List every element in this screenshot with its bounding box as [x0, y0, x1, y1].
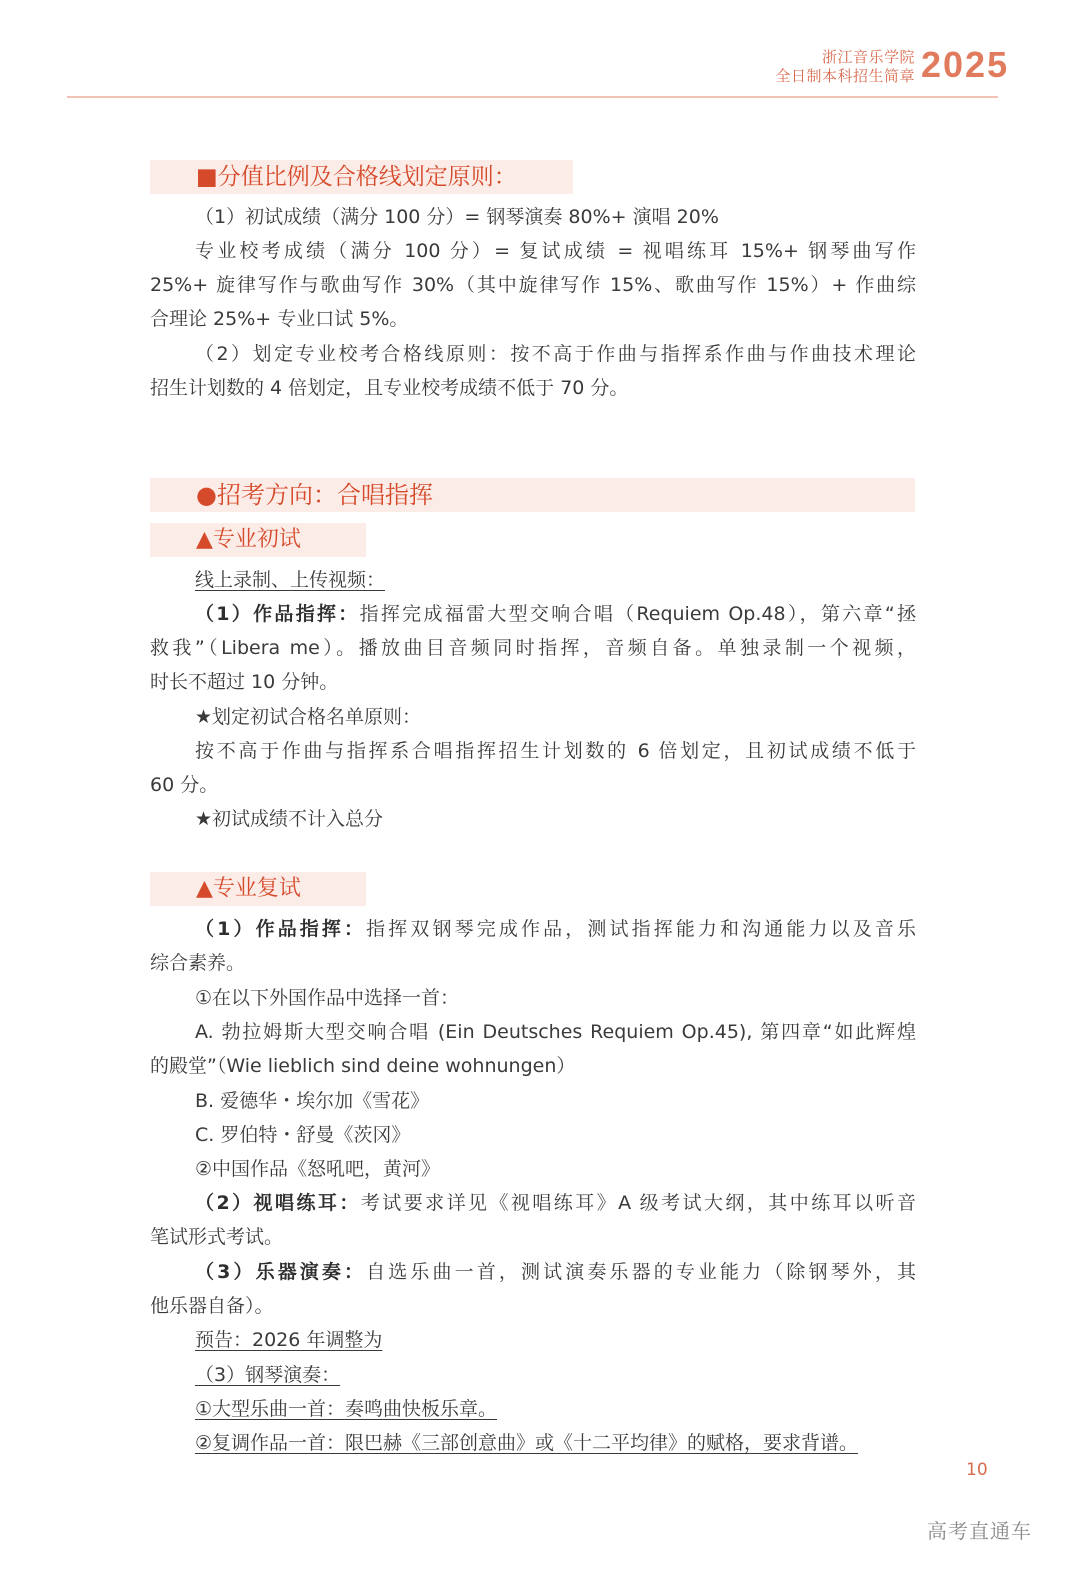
initial-rule-title: ★划定初试合格名单原则：: [195, 706, 422, 728]
header-titles: [775, 48, 915, 86]
notice-piano-sub1: ①大型乐曲一首：奏鸣曲快板乐章。: [195, 1398, 498, 1420]
header-year: 2025: [921, 44, 1010, 85]
initial-item1-label: （1）作品指挥：: [195, 603, 360, 625]
retest-item2-line2: 笔试形式考试。: [150, 1226, 284, 1248]
initial-item1-line2: 救我”（Libera me）。播放曲目音频同时指挥，音频自备。单独录制一个视频，: [150, 637, 916, 659]
initial-item1-line1: （1）作品指挥：指挥完成福雷大型交响合唱（Requiem Op.48），第六章“拯: [195, 603, 916, 625]
retest-option-c: C. 罗伯特・舒曼《茨冈》: [195, 1124, 411, 1146]
initial-exam-band: [150, 523, 366, 557]
initial-rule-line1: 按不高于作曲与指挥系合唱指挥招生计划数的 6 倍划定，且初试成绩不低于: [195, 740, 916, 762]
retest-option-a-line2: 的殿堂”（Wie lieblich sind deine wohnungen）: [150, 1055, 576, 1077]
watermark: 高考直通车: [927, 1519, 1032, 1543]
school-name: 浙江音乐学院: [821, 48, 915, 66]
retest-band: [150, 872, 366, 906]
retest-chinese-work: ②中国作品《怒吼吧，黄河》: [195, 1158, 441, 1180]
score-line-5: （2）划定专业校考合格线原则：按不高于作曲与指挥系作曲与作曲技术理论: [195, 343, 916, 365]
initial-exam-title: ▲专业初试: [196, 527, 301, 552]
score-line-6: 招生计划数的 4 倍划定，且专业校考成绩不低于 70 分。: [150, 377, 629, 399]
retest-option-a-line1: A. 勃拉姆斯大型交响合唱 (Ein Deutsches Requiem Op.45), 第四章“如此辉煌: [195, 1021, 916, 1043]
initial-rule-line2: 60 分。: [150, 774, 219, 796]
retest-item1-label: （1）作品指挥：: [195, 918, 367, 940]
page-header: [0, 0, 1080, 100]
initial-score-note: ★初试成绩不计入总分: [195, 808, 384, 830]
retest-option-b: B. 爱德华・埃尔加《雪花》: [195, 1090, 430, 1112]
score-line-2: 专业校考成绩（满分 100 分）= 复试成绩 = 视唱练耳 15%+ 钢琴曲写作: [195, 240, 916, 262]
initial-item1-line3: 时长不超过 10 分钟。: [150, 671, 339, 693]
score-line-4: 合理论 25%+ 专业口试 5%。: [150, 308, 409, 330]
page-number: 10: [966, 1460, 988, 1480]
direction-title: ●招考方向：合唱指挥: [196, 481, 433, 509]
score-line-1: （1）初试成绩（满分 100 分）= 钢琴演奏 80%+ 演唱 20%: [195, 206, 719, 228]
header-divider: [67, 96, 998, 98]
retest-title: ▲专业复试: [196, 876, 301, 901]
notice-2026: 预告：2026 年调整为: [195, 1329, 383, 1351]
retest-item3-label: （3）乐器演奏：: [195, 1261, 367, 1283]
retest-choose-foreign: ①在以下外国作品中选择一首：: [195, 987, 460, 1009]
retest-item2-line1: （2）视唱练耳：考试要求详见《视唱练耳》A 级考试大纲，其中练耳以听音: [195, 1192, 916, 1214]
section-score-title: ■分值比例及合格线划定原则：: [196, 164, 517, 190]
notice-piano-sub2: ②复调作品一首：限巴赫《三部创意曲》或《十二平均律》的赋格，要求背谱。: [195, 1432, 859, 1454]
retest-item3-line2: 他乐器自备）。: [150, 1295, 274, 1317]
retest-item1-line2: 综合素养。: [150, 952, 246, 974]
notice-piano-item: （3）钢琴演奏：: [195, 1364, 341, 1386]
direction-band: [150, 478, 915, 512]
section-score-band: [150, 160, 573, 194]
online-upload-label: 线上录制、上传视频：: [195, 569, 386, 591]
retest-item1-line1: （1）作品指挥：指挥双钢琴完成作品，测试指挥能力和沟通能力以及音乐: [195, 918, 916, 940]
retest-item3-line1: （3）乐器演奏：自选乐曲一首，测试演奏乐器的专业能力（除钢琴外，其: [195, 1261, 916, 1283]
retest-item2-label: （2）视唱练耳：: [195, 1192, 361, 1214]
score-line-3: 25%+ 旋律写作与歌曲写作 30%（其中旋律写作 15%、歌曲写作 15%）+ 作曲综: [150, 274, 916, 296]
brochure-subtitle: 全日制本科招生简章: [775, 67, 915, 85]
